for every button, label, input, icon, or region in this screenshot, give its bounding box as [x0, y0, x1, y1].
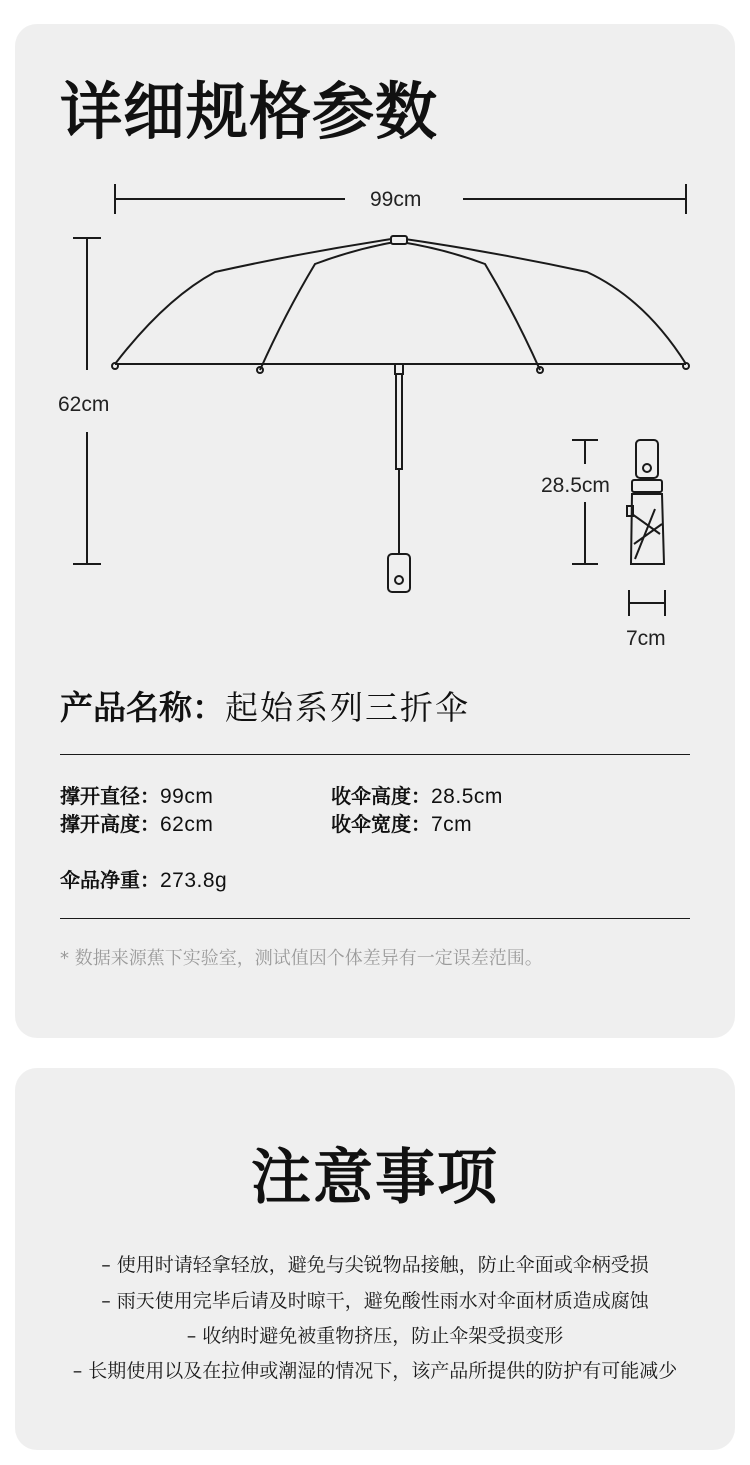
spec-label: 收伞宽度： [331, 812, 431, 836]
product-name-label: 产品名称： [60, 688, 225, 727]
spec-value: 28.5cm [431, 785, 503, 808]
note-item: – 使用时请轻拿轻放，避免与尖锐物品接触，防止伞面或伞柄受损 [101, 1254, 649, 1276]
canopy-top-cap [391, 236, 407, 244]
product-name-value: 起始系列三折伞 [225, 688, 470, 727]
spec-folded-width [331, 810, 472, 839]
canopy-right-edge [398, 238, 686, 364]
spec-open-diameter [60, 782, 213, 811]
spec-value: 273.8g [160, 869, 228, 892]
notes-card [15, 1068, 735, 1450]
open-height-label: 62cm [58, 393, 110, 416]
shaft-collar [395, 364, 403, 374]
spec-folded-height [331, 782, 503, 811]
spec-label: 撑开高度： [60, 812, 160, 836]
canopy-rib-left [260, 242, 395, 370]
shaft-upper [396, 374, 402, 469]
spec-label: 伞品净重： [60, 868, 160, 892]
folded-height-label: 28.5cm [541, 474, 610, 497]
umbrella-diagram [15, 24, 735, 664]
canopy-rib-right [401, 242, 540, 370]
rib-tip [112, 363, 118, 369]
notes-title: 注意事项 [251, 1143, 499, 1213]
spec-label: 撑开直径： [60, 784, 160, 808]
spec-label: 收伞高度： [331, 784, 431, 808]
spec-value: 99cm [160, 785, 214, 808]
specs-title: 详细规格参数 [60, 75, 439, 148]
product-name [60, 686, 470, 730]
divider-bottom [60, 918, 690, 919]
spec-value: 7cm [431, 813, 473, 836]
folded-width-label: 7cm [626, 627, 666, 650]
folded-strap [627, 506, 633, 516]
spec-net-weight [60, 866, 227, 895]
folded-collar [632, 480, 662, 492]
folded-canopy-folds [632, 509, 662, 559]
specs-card [15, 24, 735, 1038]
note-item: – 长期使用以及在拉伸或潮湿的情况下，该产品所提供的防护有可能减少 [72, 1360, 678, 1382]
rib-tip [683, 363, 689, 369]
divider-top [60, 754, 690, 755]
spec-value: 62cm [160, 813, 214, 836]
footnote: * 数据来源蕉下实验室，测试值因个体差异有一定误差范围。 [60, 948, 543, 969]
note-item: – 雨天使用完毕后请及时晾干，避免酸性雨水对伞面材质造成腐蚀 [101, 1290, 649, 1312]
open-width-label: 99cm [370, 188, 422, 211]
canopy-left-edge [115, 238, 398, 364]
note-item: – 收纳时避免被重物挤压，防止伞架受损变形 [186, 1325, 564, 1347]
spec-open-height [60, 810, 213, 839]
handle [388, 554, 410, 592]
